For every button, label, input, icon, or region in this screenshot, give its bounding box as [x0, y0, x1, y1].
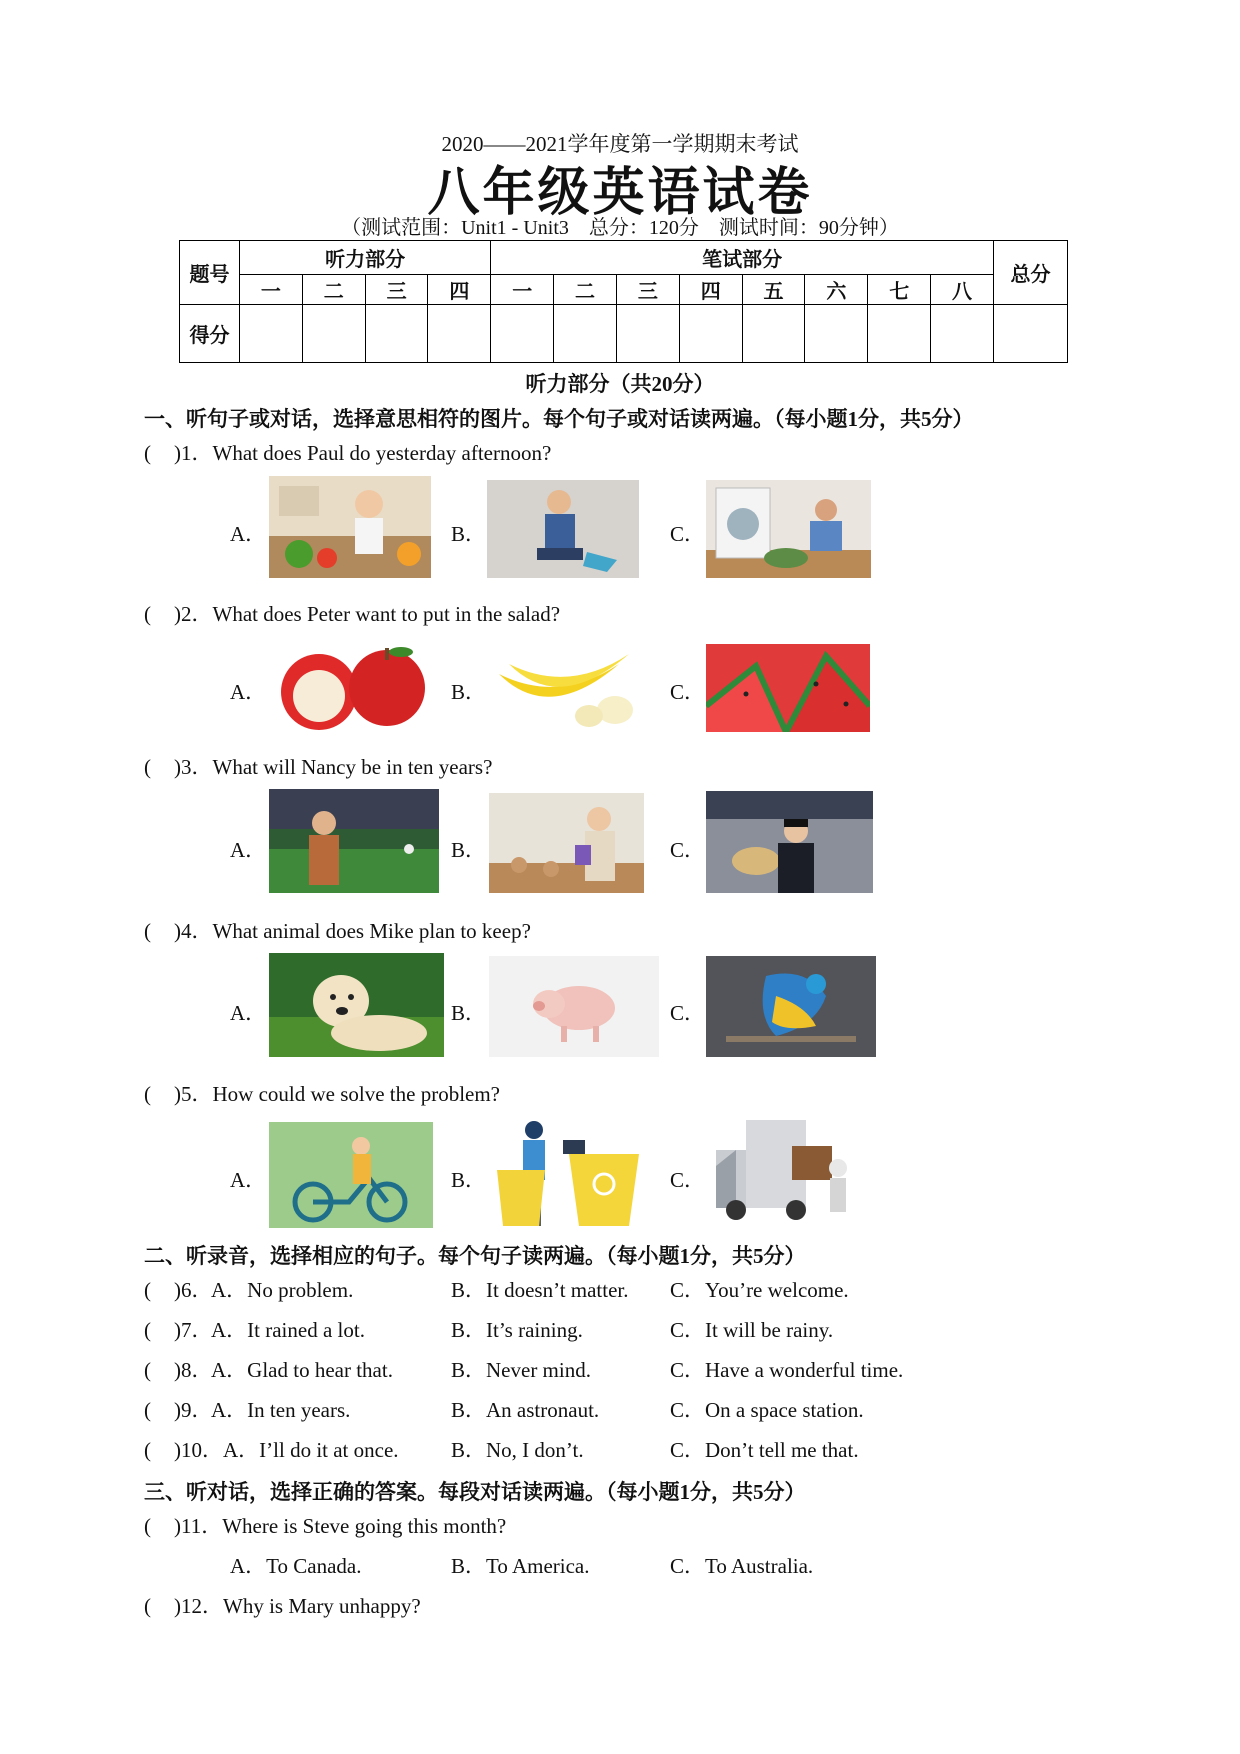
score-cell[interactable]: [805, 305, 868, 363]
option-c-label: C．: [670, 1168, 706, 1192]
option-b-label: B．: [451, 522, 487, 546]
option-c: C．You’re welcome.: [670, 1278, 849, 1302]
score-cell[interactable]: [868, 305, 931, 363]
score-cell[interactable]: [994, 305, 1068, 363]
listening-col: 三: [365, 275, 428, 305]
option-c: C．To Australia.: [670, 1554, 814, 1578]
question-6: [144, 1274, 213, 1304]
writing-col: 六: [805, 275, 868, 305]
option-a: A．No problem.: [211, 1278, 354, 1302]
option-a: A．Glad to hear that.: [211, 1358, 393, 1382]
dog-picture: [269, 953, 444, 1057]
writing-label: 笔试部分: [491, 241, 994, 275]
score-cell[interactable]: [679, 305, 742, 363]
option-a-label: A．: [230, 1001, 267, 1025]
listening-col: 二: [302, 275, 365, 305]
option-c-label: C．: [670, 522, 706, 546]
question-number: )10．: [174, 1438, 223, 1462]
option-c: C．On a space station.: [670, 1398, 864, 1422]
question-text: )1．What does Paul do yesterday afternoon?: [174, 441, 552, 465]
watermelon-picture: [706, 644, 870, 732]
moving-truck-picture: [706, 1116, 862, 1228]
listening-col: 一: [240, 275, 303, 305]
option-b: B．It’s raining.: [451, 1318, 583, 1342]
score-cell[interactable]: [742, 305, 805, 363]
option-b-label: B．: [451, 680, 487, 704]
exam-range: （测试范围：Unit1 - Unit3 总分：120分 测试时间：90分钟）: [341, 217, 899, 239]
answer-blank[interactable]: (: [144, 1358, 151, 1382]
option-c: C．It will be rainy.: [670, 1318, 834, 1342]
bananas-picture: [489, 644, 651, 732]
question-text: )2．What does Peter want to put in the salad?: [174, 602, 561, 626]
writing-col: 八: [931, 275, 994, 305]
option-b: B．No, I don’t.: [451, 1438, 584, 1462]
writing-col: 四: [679, 275, 742, 305]
exam-subtitle: 2020——2021学年度第一学期期末考试: [441, 132, 799, 156]
answer-blank[interactable]: (: [144, 919, 151, 943]
score-cell[interactable]: [554, 305, 617, 363]
option-b: B．It doesn’t matter.: [451, 1278, 629, 1302]
question-number: )7．: [174, 1318, 213, 1342]
option-b-label: B．: [451, 838, 487, 862]
option-a-label: A．: [230, 680, 267, 704]
question-number: )8．: [174, 1358, 213, 1382]
question-number: )9．: [174, 1398, 213, 1422]
answer-blank[interactable]: (: [144, 602, 151, 626]
teacher-picture: [489, 793, 644, 893]
question-2: [144, 598, 560, 628]
score-cell[interactable]: [491, 305, 554, 363]
man-laundry-picture: [706, 480, 871, 578]
score-cell[interactable]: [616, 305, 679, 363]
answer-blank[interactable]: (: [144, 441, 151, 465]
boy-cooking-picture: [269, 476, 431, 578]
question-8: [144, 1354, 213, 1384]
question-10: [144, 1434, 223, 1464]
option-a: A．To Canada.: [230, 1554, 362, 1578]
option-a: A．I’ll do it at once.: [223, 1438, 399, 1462]
score-cell[interactable]: [428, 305, 491, 363]
writing-col: 七: [868, 275, 931, 305]
question-text: )3．What will Nancy be in ten years?: [174, 755, 493, 779]
option-c: C．Don’t tell me that.: [670, 1438, 859, 1462]
answer-blank[interactable]: (: [144, 1318, 151, 1342]
option-a: A．It rained a lot.: [211, 1318, 365, 1342]
reporter-picture: [269, 789, 439, 893]
total-label: 总分: [994, 241, 1068, 305]
score-cell[interactable]: [302, 305, 365, 363]
listening-col: 四: [428, 275, 491, 305]
question-1: [144, 437, 551, 467]
pig-picture: [489, 956, 659, 1057]
option-a-label: A．: [230, 838, 267, 862]
cycling-picture: [269, 1122, 433, 1228]
answer-blank[interactable]: (: [144, 1278, 151, 1302]
option-c: C．Have a wonderful time.: [670, 1358, 904, 1382]
option-b: B．To America.: [451, 1554, 590, 1578]
exam-title: 八年级英语试卷: [427, 165, 813, 222]
listening-header: 听力部分（共20分）: [525, 372, 715, 396]
writing-col: 一: [491, 275, 554, 305]
section1-heading: 一、听句子或对话，选择意思相符的图片。每个句子或对话读两遍。（每小题1分，共5分）: [144, 407, 974, 431]
boy-sweeping-picture: [487, 480, 639, 578]
question-5: [144, 1078, 500, 1108]
question-text: )12．Why is Mary unhappy?: [174, 1594, 421, 1618]
answer-blank[interactable]: (: [144, 1514, 151, 1538]
option-b: B．An astronaut.: [451, 1398, 600, 1422]
answer-blank[interactable]: (: [144, 1438, 151, 1462]
score-table: [179, 240, 1068, 363]
question-text: )4．What animal does Mike plan to keep?: [174, 919, 531, 943]
qnum-label: 题号: [180, 241, 240, 305]
option-a: A．In ten years.: [211, 1398, 351, 1422]
question-text: )5．How could we solve the problem?: [174, 1082, 501, 1106]
score-cell[interactable]: [365, 305, 428, 363]
question-4: [144, 915, 531, 945]
question-text: )11．Where is Steve going this month?: [174, 1514, 507, 1538]
writing-col: 二: [554, 275, 617, 305]
option-a-label: A．: [230, 1168, 267, 1192]
section2-heading: 二、听录音，选择相应的句子。每个句子读两遍。（每小题1分，共5分）: [144, 1244, 806, 1268]
option-b-label: B．: [451, 1168, 487, 1192]
parrot-picture: [706, 956, 876, 1057]
policewoman-picture: [706, 791, 873, 893]
recycling-picture: [489, 1118, 649, 1228]
option-c-label: C．: [670, 680, 706, 704]
score-cell[interactable]: [240, 305, 303, 363]
option-c-label: C．: [670, 1001, 706, 1025]
question-9: [144, 1394, 213, 1424]
option-b: B．Never mind.: [451, 1358, 591, 1382]
option-b-label: B．: [451, 1001, 487, 1025]
question-11: [144, 1510, 506, 1540]
option-a-label: A．: [230, 522, 267, 546]
question-number: )6．: [174, 1278, 213, 1302]
listening-label: 听力部分: [240, 241, 491, 275]
answer-blank[interactable]: (: [144, 755, 151, 779]
apples-picture: [269, 644, 431, 732]
answer-blank[interactable]: (: [144, 1594, 151, 1618]
option-c-label: C．: [670, 838, 706, 862]
answer-blank[interactable]: (: [144, 1398, 151, 1422]
question-7: [144, 1314, 213, 1344]
score-cell[interactable]: [931, 305, 994, 363]
question-12: [144, 1590, 421, 1620]
score-label: 得分: [180, 305, 240, 363]
writing-col: 三: [616, 275, 679, 305]
section3-heading: 三、听对话，选择正确的答案。每段对话读两遍。（每小题1分，共5分）: [144, 1480, 806, 1504]
answer-blank[interactable]: (: [144, 1082, 151, 1106]
question-3: [144, 751, 492, 781]
writing-col: 五: [742, 275, 805, 305]
